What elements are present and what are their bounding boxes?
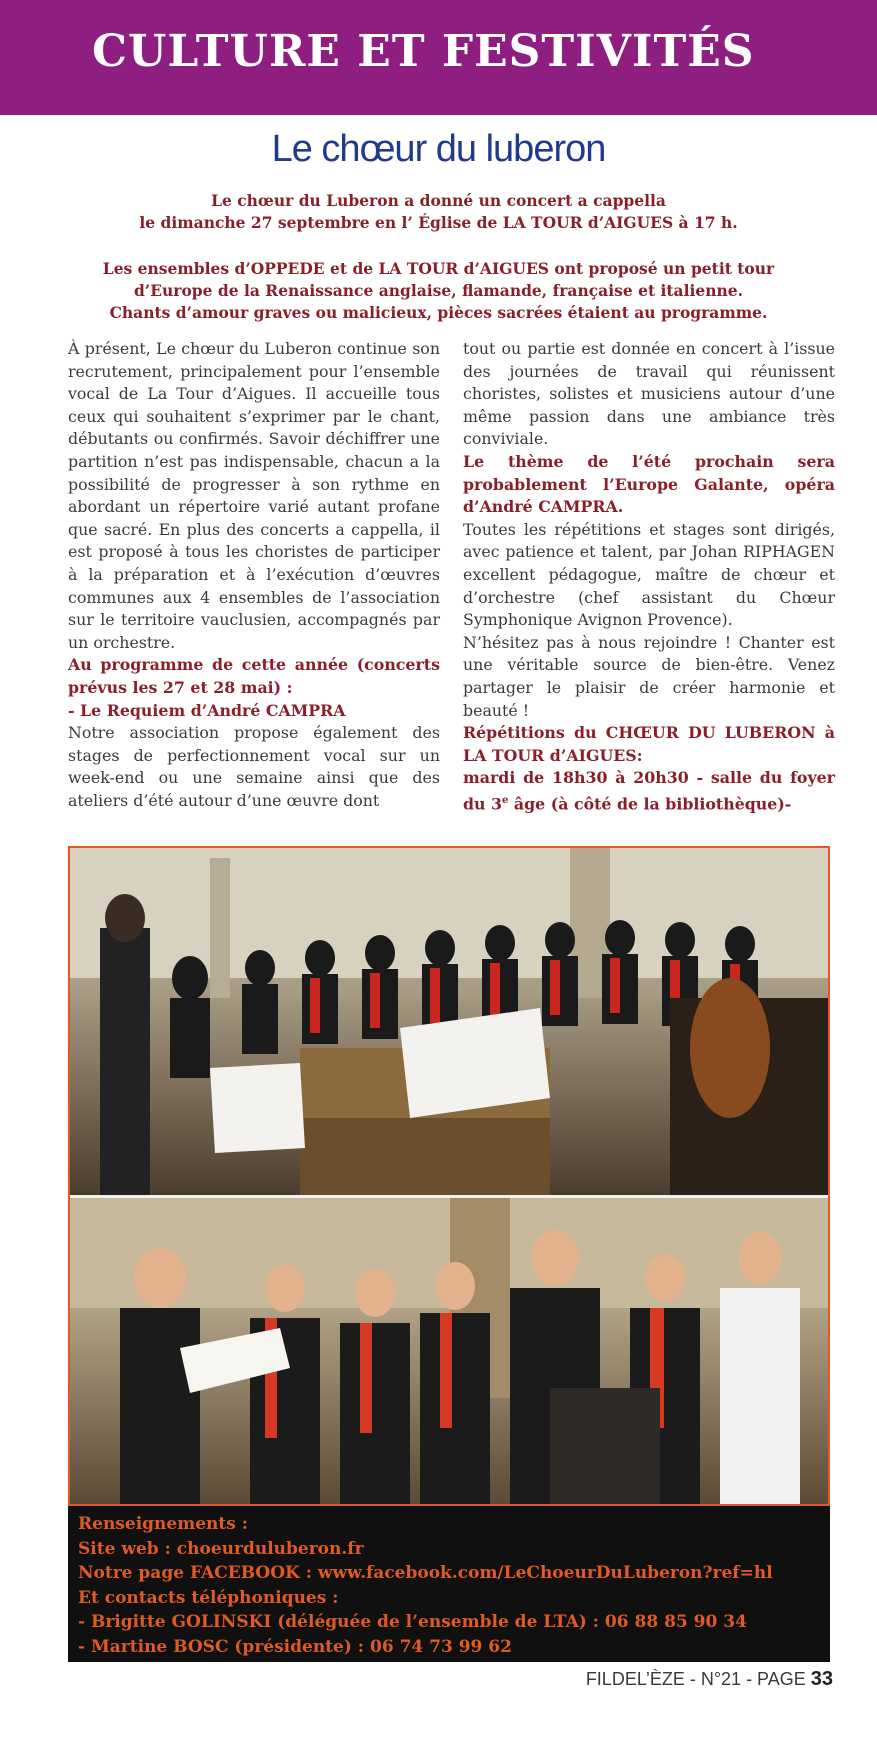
choir-singers-photo bbox=[70, 1198, 828, 1504]
rehearsal-text: âge (à côté de la bibliothèque)- bbox=[508, 794, 792, 814]
info-line: - Brigitte GOLINSKI (déléguée de l’ensemble de LTA) : 06 88 85 90 34 bbox=[78, 1612, 747, 1632]
intro-line: Le chœur du Luberon a donné un concert a cappella bbox=[211, 191, 666, 210]
choir-concert-illustration bbox=[70, 848, 828, 1196]
paragraph: tout ou partie est donnée en concert à l’issue des journées de travail qui réunissent choristes, solistes et musiciens autour d’une même passion dans une ambiance très conviviale. bbox=[463, 339, 835, 449]
contact-info-box bbox=[68, 1506, 830, 1662]
choir-concert-photo bbox=[70, 848, 828, 1196]
paragraph: N’hésitez pas à nous rejoindre ! Chanter est une véritable source de bien-être. Venez partager le plaisir de créer harmonie et beauté ! bbox=[463, 632, 835, 720]
intro-line: le dimanche 27 septembre en l’ Église de LA TOUR d’AIGUES à 17 h. bbox=[139, 213, 738, 232]
paragraph: À présent, Le chœur du Luberon continue son recrutement, principalement pour l’ensemble vocal de La Tour d’Aigues. Il accueille tous ceux qui souhaitent s’exprimer par le chant, débutants ou confirmés. Savoir déchiffrer une partition n’est pas indispensable, chacun a la possibilité de progresser à son rythme en abordant un répertoire varié autant profane que sacré. En plus des concerts a cappella, il est proposé à tous les choristes de participer à la préparation et à l’exécution d’œuvres communes aux 4 ensembles de l’association sur le territoire vauclusien, accompagnés par un orchestre. bbox=[68, 339, 440, 652]
rehearsal-text: mardi de 18h30 à 20h30 - salle du foyer du 3 bbox=[463, 768, 835, 814]
program-item: - Le Requiem d’André CAMPRA bbox=[68, 700, 346, 720]
photo-frame bbox=[68, 846, 830, 1506]
info-line: Renseignements : bbox=[78, 1514, 248, 1534]
paragraph: Notre association propose également des stages de perfectionnement vocal sur un week-end ou une semaine ainsi que des ateliers d’été autour d’une œuvre dont bbox=[68, 723, 440, 810]
article-column-left bbox=[68, 338, 440, 812]
program-heading: Au programme de cette année (concerts prévus les 27 et 28 mai) : bbox=[68, 655, 440, 697]
article-title: Le chœur du luberon bbox=[271, 128, 606, 170]
rehearsal-superscript: e bbox=[502, 794, 509, 806]
section-banner bbox=[0, 0, 877, 115]
info-line: - Martine BOSC (présidente) : 06 74 73 99 62 bbox=[78, 1636, 512, 1657]
section-title: CULTURE ET FESTIVITÉS bbox=[92, 26, 755, 77]
theme-note: Le thème de l’été prochain sera probablement l’Europe Galante, opéra d’André CAMPRA. bbox=[463, 451, 835, 517]
page-number: 33 bbox=[810, 1668, 833, 1690]
footer-label: FILDEL’ÈZE - N°21 - PAGE bbox=[585, 1669, 811, 1689]
article-column-right bbox=[463, 338, 835, 816]
intro-line: Les ensembles d’OPPEDE et de LA TOUR d’AIGUES ont proposé un petit tour bbox=[102, 259, 775, 278]
intro-block-2 bbox=[60, 258, 817, 324]
info-line: Notre page FACEBOOK : www.facebook.com/LeChoeurDuLuberon?ref=hl bbox=[78, 1563, 773, 1583]
info-line: Et contacts téléphoniques : bbox=[78, 1587, 339, 1608]
intro-line: d’Europe de la Renaissance anglaise, flamande, française et italienne. bbox=[133, 281, 744, 300]
choir-singers-illustration bbox=[70, 1198, 828, 1504]
page-footer bbox=[586, 1668, 833, 1691]
intro-line: Chants d’amour graves ou malicieux, pièces sacrées étaient au programme. bbox=[109, 303, 768, 322]
intro-block-1 bbox=[60, 190, 817, 234]
rehearsal-heading: Répétitions du CHŒUR DU LUBERON à LA TOUR d’AIGUES: bbox=[463, 723, 835, 765]
paragraph: Toutes les répétitions et stages sont dirigés, avec patience et talent, par Johan RIPHAGEN excellent pédagogue, maître de chœur et d’orchestre (chef assistant du Chœur Symphonique Avignon Provence). bbox=[463, 519, 835, 630]
info-line: Site web : choeurduluberon.fr bbox=[78, 1538, 364, 1559]
rehearsal-schedule bbox=[463, 767, 835, 815]
